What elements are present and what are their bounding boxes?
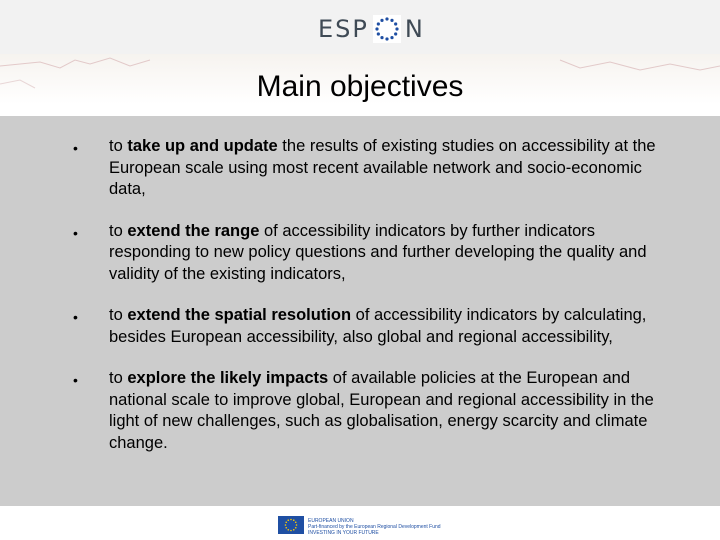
star-dot — [380, 36, 383, 39]
eu-flag-icon — [278, 516, 304, 534]
eu-line-1: EUROPEAN UNION — [308, 518, 354, 524]
espon-logo — [318, 14, 425, 44]
bullet-dot: • — [73, 372, 78, 388]
eu-stars-icon — [373, 15, 401, 43]
logo-text-right: N — [404, 15, 425, 43]
star-dot — [380, 19, 383, 22]
bullet-text — [109, 305, 669, 348]
star-dot — [377, 22, 380, 25]
objectives-list — [0, 136, 720, 474]
star-dot — [390, 19, 393, 22]
eu-line-3: INVESTING IN YOUR FUTURE — [308, 530, 379, 536]
list-item — [0, 305, 720, 348]
star-dot — [375, 27, 378, 30]
bullet-text — [109, 221, 669, 286]
bullet-emphasis: take up and update — [127, 137, 278, 155]
star-dot — [394, 32, 397, 35]
logo-text-left: ESP — [318, 15, 369, 43]
bullet-lead: to — [109, 221, 128, 240]
bullet-emphasis: explore the likely impacts — [127, 369, 329, 387]
bullet-rest: of accessibility indicators by calculating, besides European accessibility, also global and regional accessibility, — [109, 306, 647, 346]
eu-funding-text — [308, 518, 441, 536]
star-dot — [295, 521, 297, 523]
footer-bar — [0, 506, 720, 540]
star-dot — [390, 36, 393, 39]
star-dot — [287, 529, 289, 531]
star-dot — [395, 27, 398, 30]
star-dot — [385, 37, 388, 40]
star-dot — [285, 524, 287, 526]
star-dot — [385, 17, 388, 20]
bullet-text — [109, 368, 669, 454]
star-dot — [293, 529, 295, 531]
bullet-rest: the results of existing studies on accessibility at the European scale using most recent available network and socio-economic data, — [109, 137, 656, 198]
star-dot — [394, 22, 397, 25]
bullet-text — [109, 136, 669, 201]
slide-title: Main objectives — [256, 70, 464, 103]
bullet-dot: • — [73, 224, 78, 241]
star-dot — [290, 519, 292, 521]
list-item — [0, 368, 720, 454]
star-dot — [290, 530, 292, 532]
bullet-lead: to — [109, 137, 128, 155]
eu-line-2: Part-financed by the European Regional Development Fund — [308, 524, 441, 530]
star-dot — [295, 527, 297, 529]
bullet-emphasis: extend the spatial resolution — [127, 306, 352, 324]
bullet-dot: • — [73, 309, 78, 325]
bullet-emphasis: extend the range — [127, 221, 260, 240]
bullet-rest: of available policies at the European and national scale to improve global, European and regional accessibility in the light of new challenges, such as globalisation, energy scarcity and climate change. — [109, 369, 654, 452]
list-item — [0, 221, 720, 286]
star-dot — [285, 521, 287, 523]
star-dot — [293, 519, 295, 521]
bullet-dot: • — [73, 140, 78, 156]
bullet-lead: to — [109, 369, 128, 387]
list-item — [0, 136, 720, 201]
star-dot — [287, 519, 289, 521]
header-bar — [0, 0, 720, 54]
content-panel — [0, 116, 720, 506]
star-dot — [285, 527, 287, 529]
star-dot — [296, 524, 298, 526]
star-dot — [377, 32, 380, 35]
bullet-lead: to — [109, 306, 128, 324]
bullet-rest: of accessibility indicators by further indicators responding to new policy questions and further developing the quality and validity of the existing indicators, — [109, 221, 647, 283]
